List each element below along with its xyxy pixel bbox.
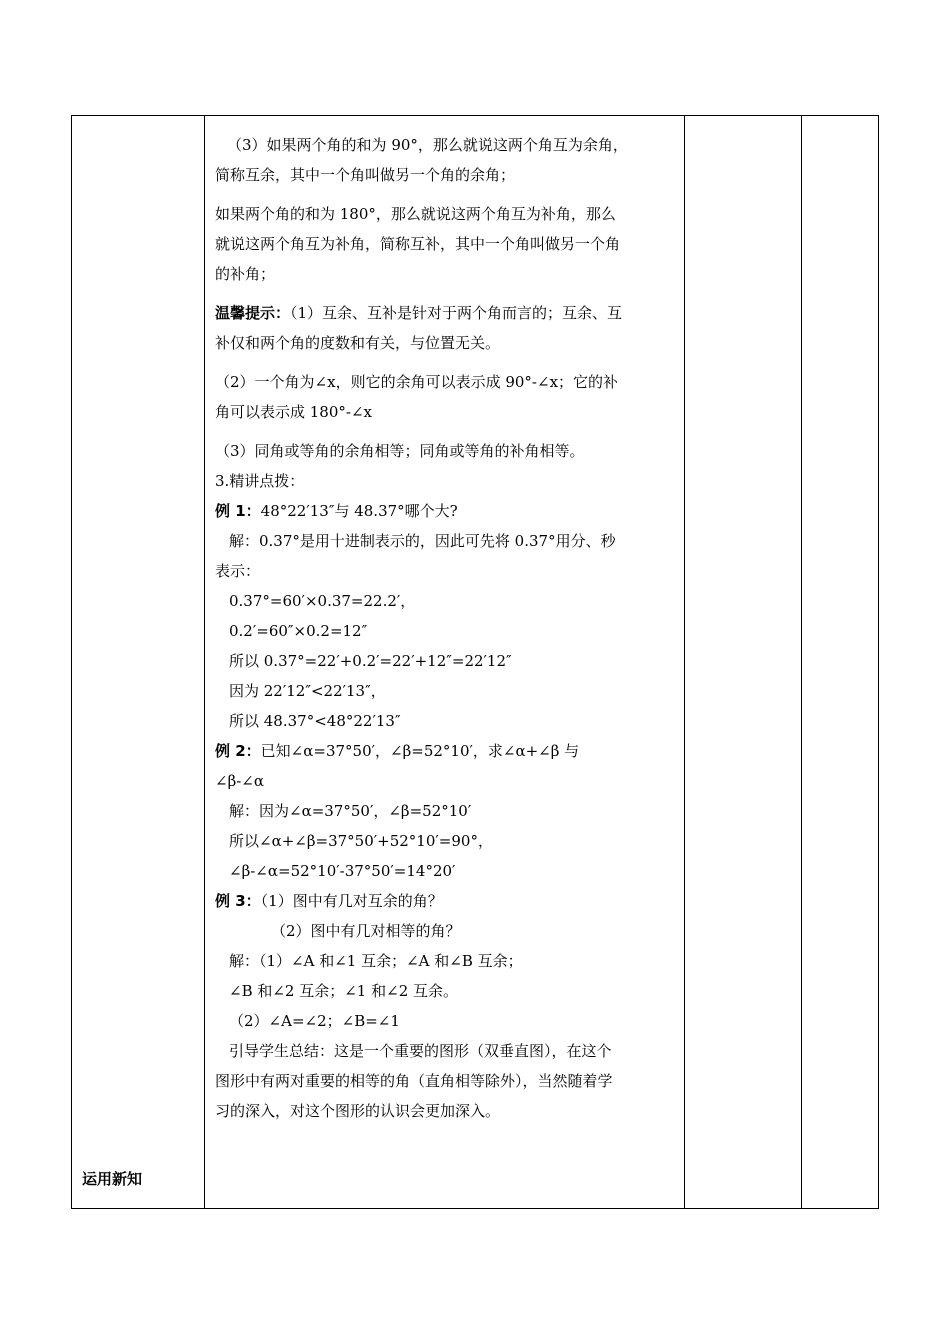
text-line: 图形中有两对重要的相等的角（直角相等除外），当然随着学 [215,1072,613,1090]
text-line: 简称互余，其中一个角叫做另一个角的余角； [215,166,516,184]
section-label: 运用新知 [82,1170,143,1188]
text-line: ∠B 和∠2 互余；∠1 和∠2 互余。 [229,982,458,1000]
column-divider-1 [204,116,205,1208]
text-line: 0.37°=60′×0.37=22.2′， [229,592,416,610]
text-line: 例 3：（1）图中有几对互余的角？ [215,892,443,910]
text-line: 习的深入，对这个图形的认识会更加深入。 [215,1102,501,1120]
example-label: 例 3： [215,892,261,910]
example-label: 例 2： [215,742,261,760]
lesson-content [215,130,685,1126]
text-line: 例 2：已知∠α=37°50′，∠β=52°10′，求∠α+∠β 与 [215,742,580,760]
example-label: 例 1： [215,502,261,520]
text-line: 角可以表示成 180°-∠x [215,403,372,421]
tip-label: 温馨提示： [215,304,291,322]
text-line: 所以 0.37°=22′+0.2′=22′+12″=22′12″ [229,652,512,670]
text-line: 引导学生总结：这是一个重要的图形（双垂直图），在这个 [229,1042,612,1060]
text-line: 所以∠α+∠β=37°50′+52°10′=90°， [229,832,493,850]
text-line: ∠β-∠α [215,772,265,790]
text-line: 0.2′=60″×0.2=12″ [229,622,368,640]
column-divider-3 [801,116,802,1208]
text-line: 所以 48.37°<48°22′13″ [229,712,401,730]
text-line: 就说这两个角互为补角，简称互补，其中一个角叫做另一个角 [215,235,621,253]
text-line: 解：（1）∠A 和∠1 互余；∠A 和∠B 互余； [229,952,523,970]
text-line: 的补角； [215,265,276,283]
text-line: 3.精讲点拨： [215,472,305,490]
text-line: 补仅和两个角的度数和有关，与位置无关。 [215,334,501,352]
lesson-table [71,115,879,1209]
text-line: 例 1：48°22′13″与 48.37°哪个大? [215,502,458,520]
text-line: （2）∠A=∠2；∠B=∠1 [229,1012,400,1030]
text-line: 解：0.37°是用十进制表示的，因此可先将 0.37°用分、秒 [229,532,616,550]
text-line: （3）同角或等角的余角相等；同角或等角的补角相等。 [215,442,585,460]
text-line: ∠β-∠α=52°10′-37°50′=14°20′ [229,862,456,880]
text-line: （2）一个角为∠x，则它的余角可以表示成 90°-∠x；它的补 [215,373,619,391]
text-line: 因为 22′12″<22′13″， [229,682,386,700]
text-line: 如果两个角的和为 180°，那么就说这两个角互为补角，那么 [215,205,616,223]
text-line: （3）如果两个角的和为 90°，那么就说这两个角互为余角， [227,136,628,154]
text-line: 温馨提示：（1）互余、互补是针对于两个角而言的；互余、互 [215,304,623,322]
text-line: 解：因为∠α=37°50′，∠β=52°10′ [229,802,472,820]
text-line: （2）图中有几对相等的角？ [271,922,461,940]
text-line: 表示： [215,562,261,580]
